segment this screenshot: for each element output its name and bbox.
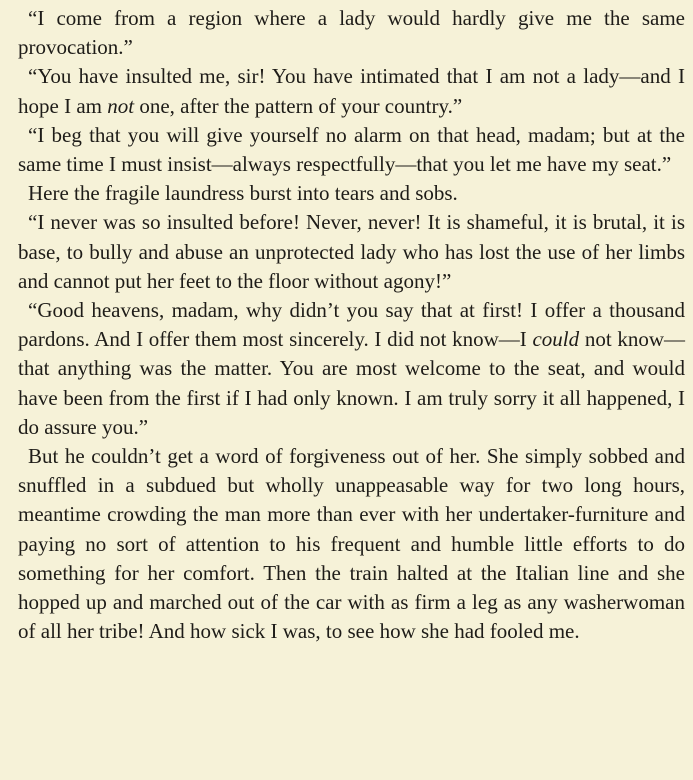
paragraph-text: Here the fragile laundress burst into tears and sobs. — [28, 181, 458, 206]
paragraph-text: not know—that anything was the matter. You are most welcome to the seat, and would have been from the first if I had only known. I am truly sorry it all happened, I do assure you.” — [18, 327, 686, 439]
paragraph — [18, 208, 685, 296]
paragraph — [18, 442, 685, 646]
emphasis-text: not — [107, 93, 135, 118]
paragraph-text: “Good heavens, madam, why didn’t you say that at first! I offer a thousand pardons. And I offer them most sincerely. I did not know—I — [18, 298, 685, 352]
paragraph — [18, 121, 685, 179]
paragraph — [18, 4, 685, 62]
paragraph-text: one, after the pattern of your country.” — [134, 93, 463, 118]
paragraph-text: “I come from a region where a lady would hardly give me the same provocation.” — [18, 6, 685, 60]
paragraph — [18, 62, 685, 120]
emphasis-text: could — [532, 327, 580, 352]
paragraph — [18, 296, 685, 442]
paragraph-text: “I never was so insulted before! Never, never! It is shameful, it is brutal, it is base, to bully and abuse an unprotected lady who has lost the use of her limbs and cannot put her feet to the floor without agony!” — [18, 210, 685, 293]
paragraph-text: But he couldn’t get a word of forgiveness out of her. She simply sobbed and snuffled in a subdued but wholly unappeasable way for two long hours, meantime crowding the man more than ever with her undertaker-furniture and paying no sort of attention to his frequent and humble little efforts to do something for her comfort. Then the train halted at the Italian line and she hopped up and marched out of the car with as firm a leg as any washerwoman of all her tribe! And how sick I was, to see how she had fooled me. — [18, 444, 685, 644]
paragraph-text: “You have insulted me, sir! You have intimated that I am not a lady—and I hope I am — [18, 64, 685, 118]
paragraph-text: “I beg that you will give yourself no alarm on that head, madam; but at the same time I must insist—always respectfully—that you let me have my seat.” — [18, 122, 685, 177]
paragraph — [18, 179, 685, 208]
